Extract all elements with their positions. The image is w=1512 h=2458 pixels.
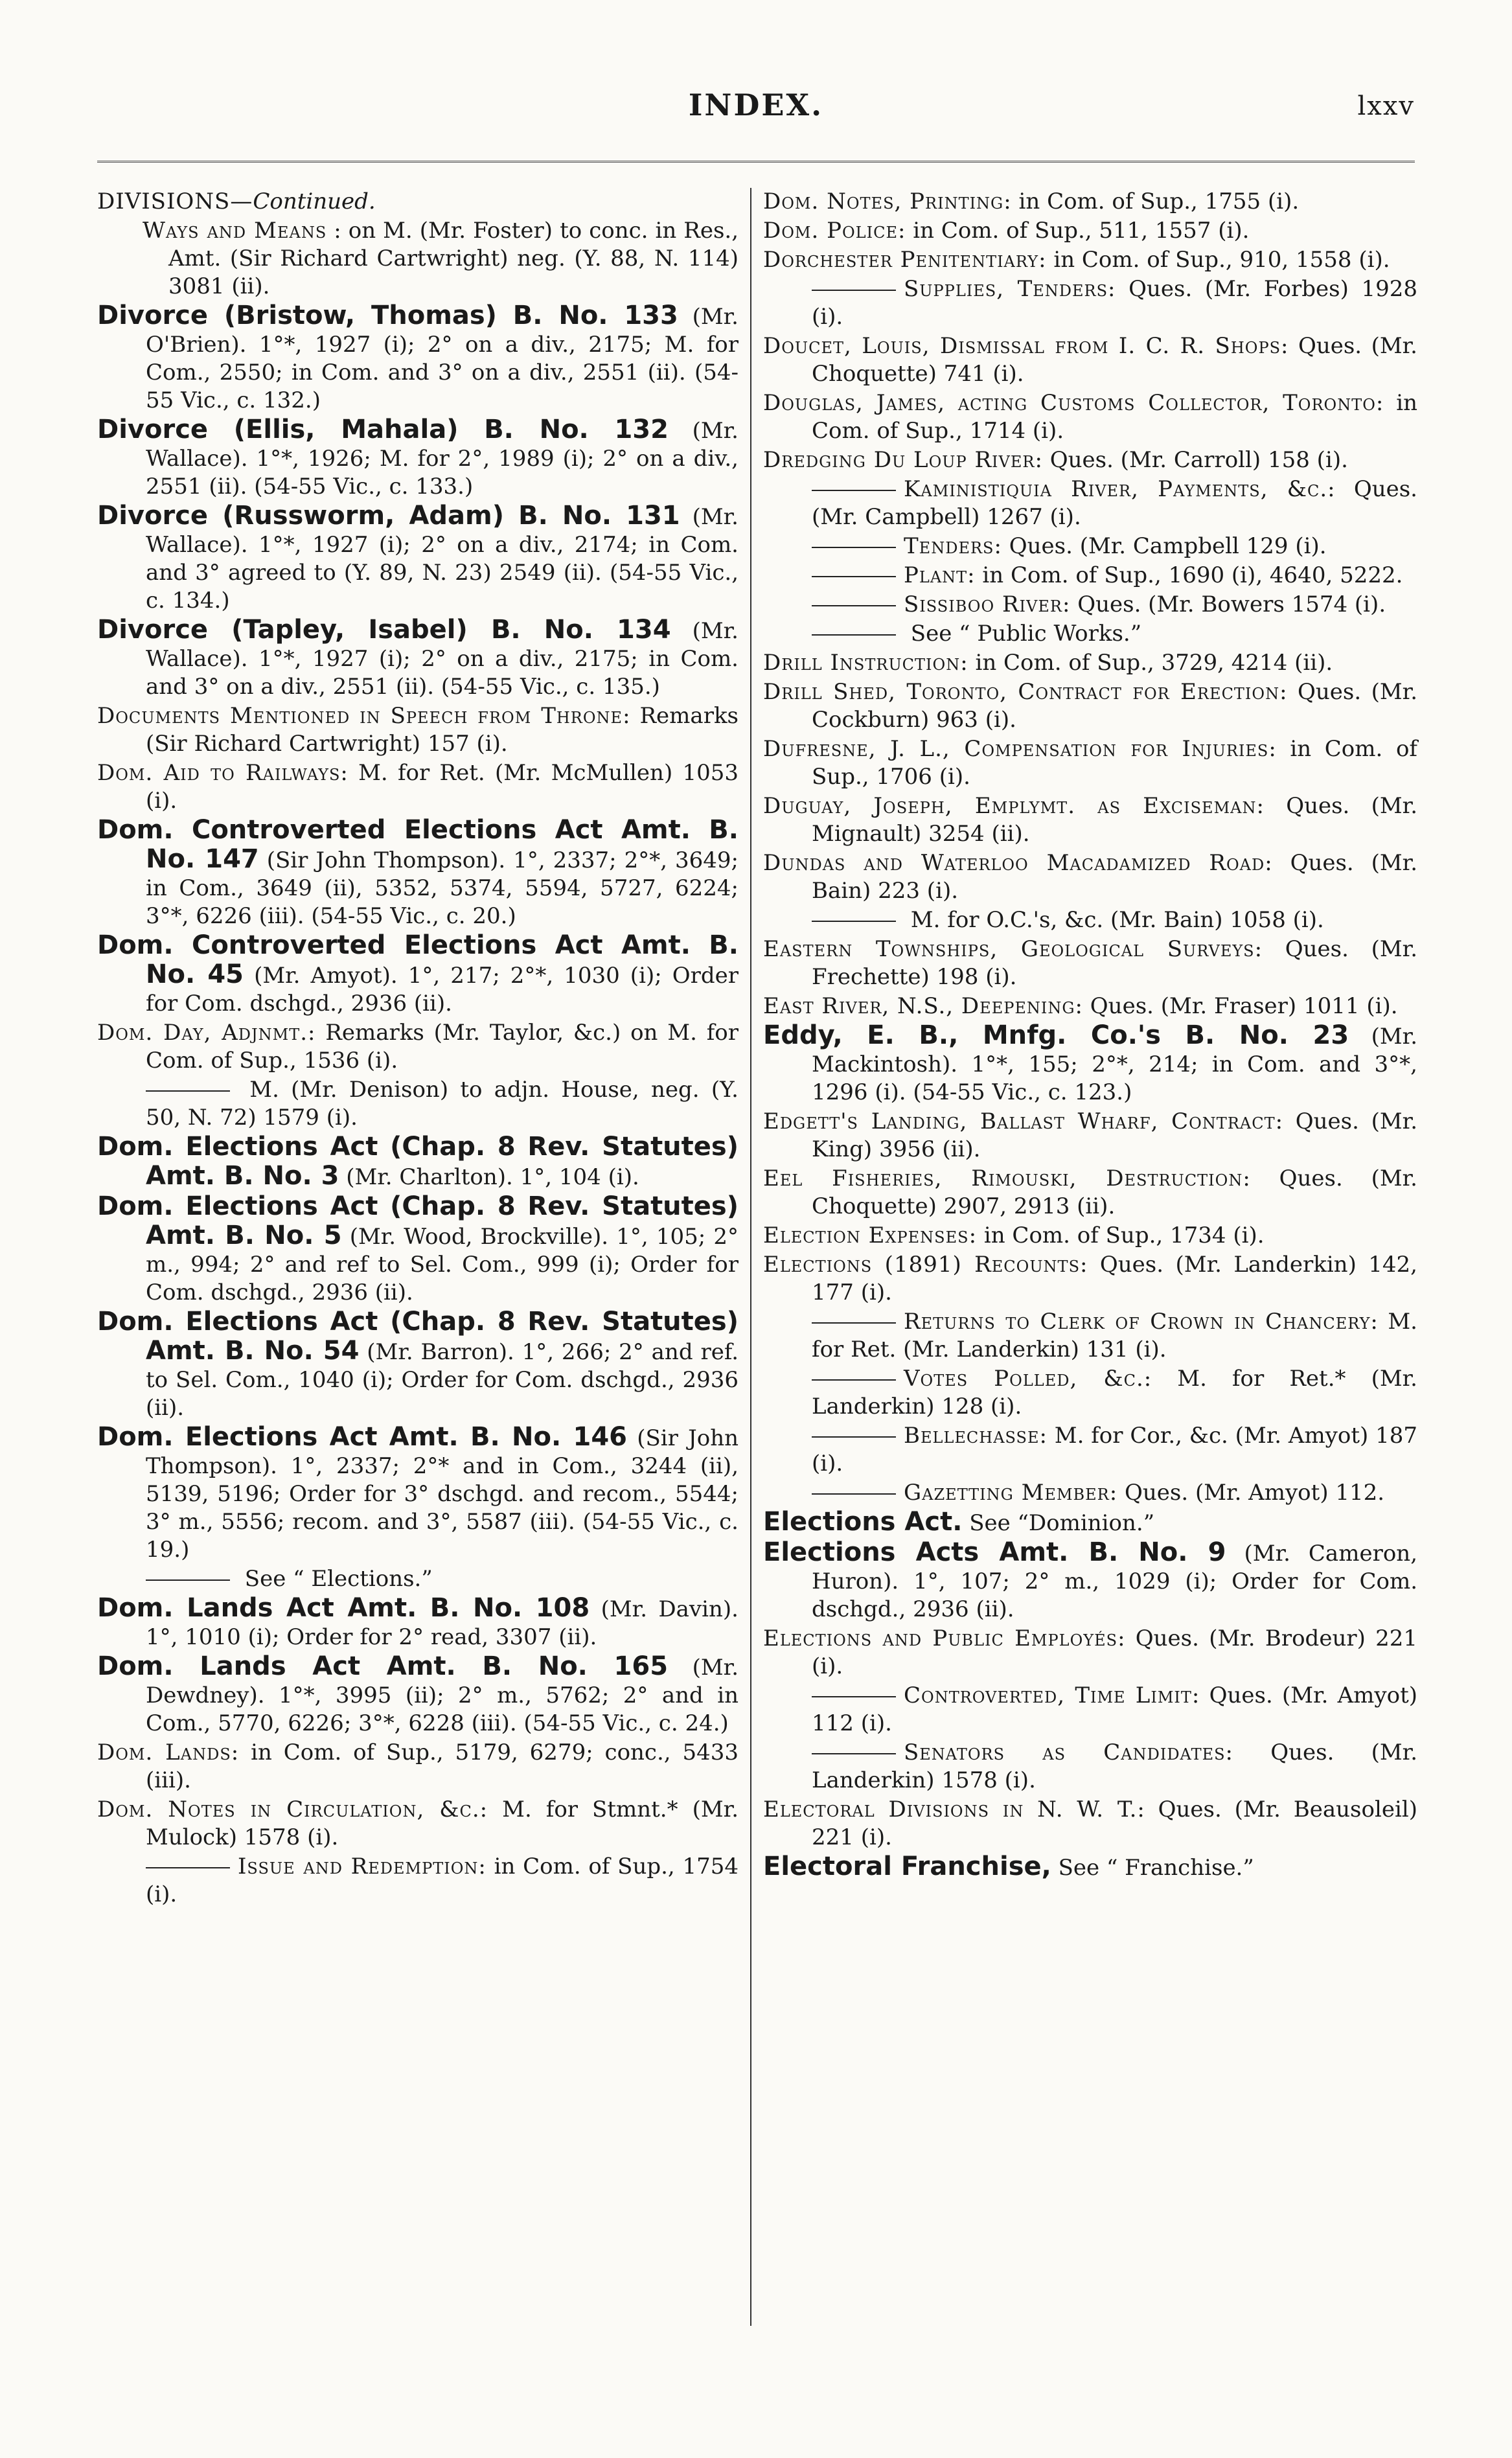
entry-references: (Mr. Mackintosh). 1°*, 155; 2°*, 214; in Com. and 3°*, 1296 (i). (54-55 Vic., c. 123.) [812,1024,1417,1105]
entry-references: in Com. of Sup., 511, 1557 (i). [906,218,1250,244]
entry-heading: Bellechasse: [904,1423,1048,1449]
ditto-dash [812,290,896,291]
entry-heading: DIVISIONS— [97,189,253,214]
ditto-dash [812,576,896,577]
index-entry [97,1019,739,1075]
entry-references: (Mr. Wood, Brockville). 1°, 105; 2° m., 994; 2° and ref to Sel. Com., 999 (i); Order for Com. dschgd., 2936 (ii). [146,1224,739,1305]
entry-references: Ques. (Mr. Bain) 223 (i). [812,850,1418,904]
column-divider [750,188,751,2326]
index-entry [763,1479,1417,1507]
ditto-dash [812,1493,896,1495]
index-entry [763,1108,1417,1164]
index-entry [97,702,739,758]
index-entry [97,1653,739,1738]
entry-references: M. for Ret. (Mr. Landerkin) 131 (i). [812,1309,1417,1362]
entry-references: See “ Elections.” [238,1566,433,1592]
entry-references: See “ Public Works.” [904,621,1142,647]
entry-references: M. for Stmnt.* (Mr. Mulock) 1578 (i). [146,1797,739,1850]
entry-heading: Election Expenses: [763,1223,978,1248]
entry-heading: East River, N.S., Deepening: [763,993,1083,1019]
index-entry [763,849,1417,905]
index-entry [763,1165,1417,1221]
entry-heading: Dom. Notes in Circulation, &c.: [97,1797,488,1822]
entry-references: M. for Cor., &c. (Mr. Amyot) 187 (i). [812,1423,1417,1476]
entry-heading: Dom. Lands: [97,1740,240,1765]
entry-heading: Dom. Controverted Elections Act Amt. B. No. 147 [97,815,739,874]
entry-references: Ques. (Mr. Forbes) 1928 (i). [812,276,1417,330]
entry-references: (Mr. Dewdney). 1°*, 3995 (ii); 2° m., 5762; 2° and in Com., 5770, 6226; 3°*, 6228 (iii). (54-55 Vic., c. 24.) [146,1655,739,1736]
entry-references: (Mr. Amyot). 1°, 217; 2°*, 1030 (i); Order for Com. dschgd., 2936 (ii). [146,963,739,1017]
index-entry [97,1594,739,1651]
index-entry [763,735,1417,791]
index-entry [763,1222,1417,1250]
entry-references: Ques. (Mr. Bowers 1574 (i). [1070,592,1386,617]
index-entry [763,678,1417,734]
entry-heading: Dom. Elections Act (Chap. 8 Rev. Statutes) Amt. B. No. 54 [97,1307,739,1366]
entry-heading: Supplies, Tenders: [904,276,1116,302]
entry-references: Ques. (Mr. Cockburn) 963 (i). [812,679,1418,733]
index-entry [97,1739,739,1795]
index-entry [763,446,1417,474]
entry-heading: Elections Act. [763,1507,963,1537]
index-entry [763,591,1417,619]
ditto-dash [146,1090,230,1092]
entry-references: M. for Ret.* (Mr. Landerkin) 128 (i). [812,1366,1417,1419]
index-entry [97,217,739,301]
ditto-dash [812,1436,896,1438]
ditto-dash [812,1753,896,1754]
index-entry [763,533,1417,560]
index-entry [763,1251,1417,1307]
entry-references: Ques. (Mr. Campbell) 1267 (i). [812,476,1417,530]
entry-references: M. for Ret. (Mr. McMullen) 1053 (i). [146,760,739,814]
entry-heading: Dom. Elections Act (Chap. 8 Rev. Statutes) Amt. B. No. 3 [97,1132,739,1191]
index-entry [763,332,1417,388]
entry-references: Ques. (Mr. Beausoleil) 221 (i). [812,1797,1417,1850]
index-entry [763,476,1417,531]
entry-references: Ques. (Mr. Frechette) 198 (i). [812,936,1418,990]
entry-heading: Douglas, James, acting Customs Collector, Toronto: [763,390,1384,416]
entry-references: Ques. (Mr. Amyot) 112. [1117,1480,1385,1506]
entry-references: Ques. (Mr. Amyot) 112 (i). [812,1683,1417,1736]
entry-heading: Controverted, Time Limit: [904,1683,1200,1708]
index-entry [763,188,1417,216]
entry-heading: Divorce (Bristow, Thomas) B. No. 133 [97,301,678,330]
index-entry [763,993,1417,1020]
entry-heading: Ways and Means [143,218,327,244]
entry-heading: Electoral Franchise, [763,1852,1051,1881]
ditto-dash [812,634,896,636]
entry-references: Ques. (Mr. Choquette) 2907, 2913 (ii). [812,1166,1417,1219]
index-entry [763,1625,1417,1681]
ditto-dash [812,1322,896,1324]
entry-references: See “Dominion.” [962,1510,1155,1536]
index-entry [763,1853,1417,1882]
entry-references: Ques. (Mr. Choquette) 741 (i). [812,333,1417,387]
entry-references: in Com. of Sup., 3729, 4214 (ii). [968,650,1333,676]
ditto-dash [812,547,896,548]
entry-references: (Sir John Thompson). 1°, 2337; 2°* and in Com., 3244 (ii), 5139, 5196; Order for 3° dschgd. and recom., 5544; 3° m., 5556; recom. and 3°, 5587 (iii). (54-55 Vic., c. 19.) [146,1425,739,1563]
entry-references: Remarks (Mr. Taylor, &c.) on M. for Com. of Sup., 1536 (i). [146,1020,739,1074]
index-entry [97,1853,739,1909]
entry-heading: Dundas and Waterloo Macadamized Road: [763,850,1273,876]
ditto-dash [812,1696,896,1697]
index-entry [763,275,1417,331]
entry-references: Ques. (Mr. Brodeur) 221 (i). [812,1625,1418,1679]
entry-references: Ques. (Mr. Carroll) 158 (i). [1042,447,1348,473]
entry-heading: Duguay, Joseph, Emplymt. as Exciseman: [763,793,1265,819]
entry-heading: Drill Shed, Toronto, Contract for Erection: [763,679,1288,705]
entry-heading: Dufresne, J. L., Compensation for Injuries: [763,736,1277,762]
index-entry [763,246,1417,274]
entry-heading: Electoral Divisions in N. W. T.: [763,1797,1145,1822]
entry-references: (Mr. Davin). 1°, 1010 (i); Order for 2° read, 3307 (ii). [146,1596,739,1650]
index-entry [97,1193,739,1307]
entry-references: in Com. of Sup., 1714 (i). [812,390,1417,444]
index-entry [97,188,739,216]
entry-heading-continued: Continued. [253,189,376,214]
entry-heading: Elections and Public Employés: [763,1625,1126,1651]
entry-references: in Com. of Sup., 1690 (i), 4640, 5222. [975,562,1403,588]
entry-heading: Dom. Lands Act Amt. B. No. 108 [97,1593,590,1623]
index-entry [763,562,1417,590]
ditto-dash [812,921,896,922]
entry-heading: Dredging Du Loup River: [763,447,1043,473]
ditto-dash [812,490,896,491]
entry-references: in Com. of Sup., 1734 (i). [977,1223,1265,1248]
index-entry [97,1308,739,1422]
index-entry [763,936,1417,991]
entry-references: in Com. of Sup., 910, 1558 (i). [1046,247,1390,273]
entry-references: M. for O.C.'s, &c. (Mr. Bain) 1058 (i). [904,907,1324,933]
index-entry [763,1365,1417,1421]
entry-heading: Dom. Elections Act (Chap. 8 Rev. Statutes) Amt. B. No. 5 [97,1191,739,1250]
index-entry [763,906,1417,934]
entry-references: Ques. (Mr. Landerkin) 1578 (i). [812,1740,1417,1793]
index-entry [763,1508,1417,1537]
page-header [97,87,1415,146]
index-entry [97,1565,739,1593]
entry-references: in Com. of Sup., 1706 (i). [812,736,1417,790]
entry-heading: Dom. Police: [763,218,906,244]
index-entry [97,302,739,415]
entry-references: (Mr. Wallace). 1°*, 1926; M. for 2°, 1989 (i); 2° on a div., 2551 (ii). (54-55 Vic., c. 133.) [146,418,739,500]
entry-references: (Mr. O'Brien). 1°*, 1927 (i); 2° on a div., 2175; M. for Com., 2550; in Com. and 3° on a div., 2551 (ii). (54-55 Vic., c. 132.) [146,304,739,413]
entry-references: (Mr. Barron). 1°, 266; 2° and ref. to Sel. Com., 1040 (i); Order for Com. dschgd., 2936 (ii). [146,1339,739,1421]
ditto-dash [146,1579,230,1581]
entry-heading: Eel Fisheries, Rimouski, Destruction: [763,1166,1251,1191]
entry-heading: Eddy, E. B., Mnfg. Co.'s B. No. 23 [763,1020,1349,1050]
entry-references: (Mr. Cameron, Huron). 1°, 107; 2° m., 1029 (i); Order for Com. dschgd., 2936 (ii). [812,1541,1417,1622]
entry-references: Ques. (Mr. Fraser) 1011 (i). [1083,993,1398,1019]
entry-references: Remarks (Sir Richard Cartwright) 157 (i). [146,703,739,757]
entry-heading: Dom. Day, Adjnmt.: [97,1020,316,1046]
entry-heading: Drill Instruction: [763,650,968,676]
entry-heading: Eastern Townships, Geological Surveys: [763,936,1263,962]
entry-heading: Doucet, Louis, Dismissal from I. C. R. Shops: [763,333,1289,359]
index-entry [97,416,739,501]
entry-references: (Sir John Thompson). 1°, 2337; 2°*, 3649; in Com., 3649 (ii), 5352, 5374, 5594, 5727, 6224; 3°*, 6226 (iii). (54-55 Vic., c. 20.) [146,847,739,929]
header-rule [97,161,1415,163]
ditto-dash [812,1379,896,1381]
entry-references: (Mr. Wallace). 1°*, 1927 (i); 2° on a div., 2174; in Com. and 3° agreed to (Y. 89, N. 23) 2549 (ii). (54-55 Vic., c. 134.) [146,504,739,614]
entry-references: Ques. (Mr. Landerkin) 142, 177 (i). [812,1252,1417,1305]
entry-heading: Tenders: [904,533,1002,559]
entry-references: Ques. (Mr. King) 3956 (ii). [812,1108,1417,1162]
entry-heading: Sissiboo River: [904,592,1071,617]
left-column [97,188,739,1910]
index-entry [763,217,1417,245]
entry-heading: Elections Acts Amt. B. No. 9 [763,1537,1226,1567]
entry-references: See “ Franchise.” [1051,1855,1254,1881]
entry-heading: Kaministiquia River, Payments, &c.: [904,476,1336,502]
entry-heading: Plant: [904,562,976,588]
index-entry [763,1739,1417,1795]
entry-heading: Dom. Aid to Railways: [97,760,349,786]
entry-heading: Votes Polled, &c.: [904,1366,1152,1392]
ditto-dash [812,605,896,606]
index-entry [763,1796,1417,1852]
entry-heading: Divorce (Tapley, Isabel) B. No. 134 [97,615,671,645]
index-entry [763,1682,1417,1738]
entry-heading: Divorce (Russworm, Adam) B. No. 131 [97,501,680,531]
entry-heading: Issue and Redemption: [238,1854,487,1879]
entry-heading: Dom. Elections Act Amt. B. No. 146 [97,1422,628,1452]
index-entry [763,1422,1417,1478]
entry-heading: Elections (1891) Recounts: [763,1252,1088,1278]
index-entry [97,1133,739,1191]
index-entry [97,759,739,815]
entry-references: Ques. (Mr. Campbell 129 (i). [1002,533,1327,559]
index-entry [97,1076,739,1132]
index-entry [97,932,739,1018]
index-entry [763,792,1417,848]
right-column [763,188,1417,1883]
entry-heading: Returns to Clerk of Crown in Chancery: [904,1309,1379,1335]
entry-heading: Gazetting Member: [904,1480,1118,1506]
index-entry [97,616,739,701]
index-entry [97,1796,739,1852]
entry-references: M. (Mr. Denison) to adjn. House, neg. (Y. 50, N. 72) 1579 (i). [146,1077,739,1131]
entry-references: : on M. (Mr. Foster) to conc. in Res., Amt. (Sir Richard Cartwright) neg. (Y. 88, N. 114) 3081 (ii). [168,218,739,299]
entry-heading: Senators as Candidates: [904,1740,1233,1765]
entry-heading: Edgett's Landing, Ballast Wharf, Contract: [763,1108,1284,1134]
entry-references: Ques. (Mr. Mignault) 3254 (ii). [812,793,1418,847]
index-entry [97,502,739,615]
entry-heading: Dom. Notes, Printing: [763,189,1012,214]
entry-heading: Dom. Lands Act Amt. B. No. 165 [97,1651,669,1681]
ditto-dash [146,1867,230,1868]
index-entry [763,649,1417,677]
index-entry [97,816,739,930]
entry-heading: Dorchester Penitentiary: [763,247,1047,273]
index-entry [763,1308,1417,1364]
entry-references: in Com. of Sup., 5179, 6279; conc., 5433 (iii). [146,1740,739,1793]
page-number: lxxv [1357,91,1415,121]
entry-references: (Mr. Wallace). 1°*, 1927 (i); 2° on a div., 2175; in Com. and 3° on a div., 2551 (ii). (54-55 Vic., c. 135.) [146,618,739,700]
index-entry [763,1022,1417,1107]
entry-references: in Com. of Sup., 1755 (i). [1011,189,1300,214]
entry-heading: Dom. Controverted Elections Act Amt. B. No. 45 [97,930,739,989]
index-entry [763,620,1417,648]
entry-references: in Com. of Sup., 1754 (i). [146,1854,739,1907]
index-entry [763,1539,1417,1624]
entry-heading: Divorce (Ellis, Mahala) B. No. 132 [97,415,669,444]
index-entry [97,1423,739,1564]
entry-references: (Mr. Charlton). 1°, 104 (i). [339,1164,639,1190]
index-entry [763,389,1417,445]
entry-heading: Documents Mentioned in Speech from Throne: [97,703,631,729]
page-title: INDEX. [688,87,824,122]
